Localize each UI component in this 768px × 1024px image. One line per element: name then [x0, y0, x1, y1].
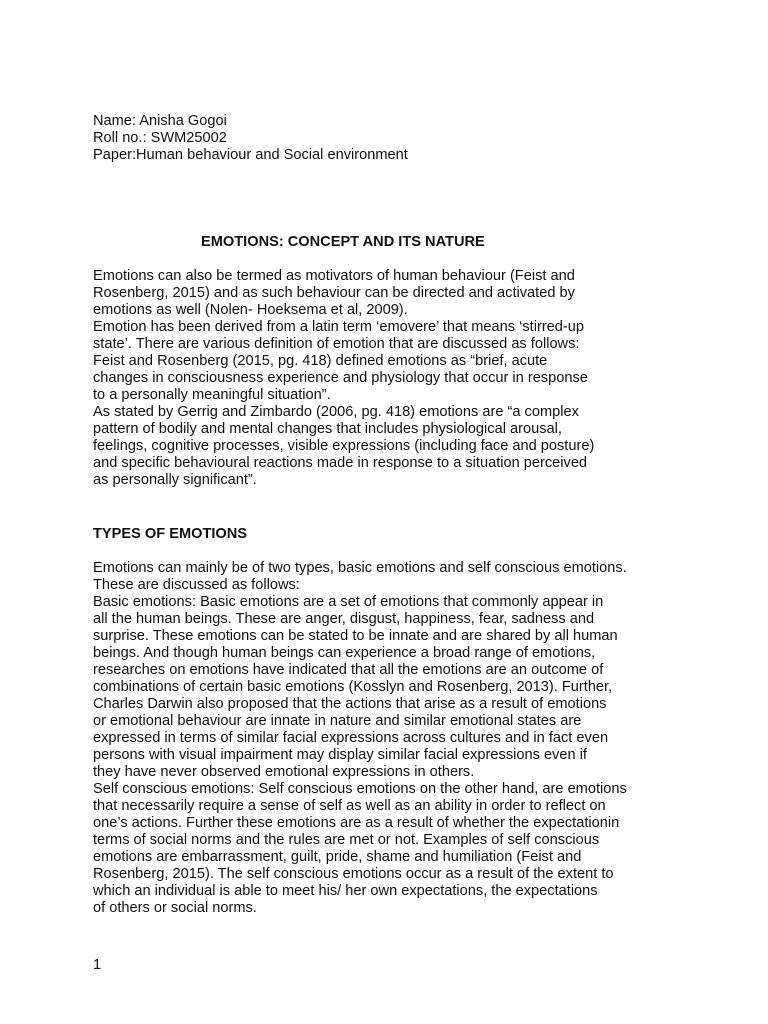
text-line: changes in consciousness experience and physiology that occur in response [93, 370, 588, 386]
text-line: and specific behavioural reactions made in response to a situation perceived [93, 455, 588, 471]
text-line: Emotion has been derived from a latin term ‘emovere’ that means ‘stirred-up [93, 319, 585, 335]
text-line: emotions as well (Nolen- Hoeksema et al, 2009). [93, 302, 408, 318]
text-line: Basic emotions: Basic emotions are a set of emotions that commonly appear in [93, 594, 604, 610]
text-line: combinations of certain basic emotions (Kosslyn and Rosenberg, 2013). Further, [93, 679, 613, 695]
text-line: that necessarily require a sense of self as well as an ability in order to reflect on [93, 798, 606, 814]
text-line: of others or social norms. [93, 900, 257, 916]
paper-title: Paper:Human behaviour and Social environment [93, 147, 408, 163]
text-line: or emotional behaviour are innate in nature and similar emotional states are [93, 713, 582, 729]
intro-paragraph [93, 268, 693, 489]
text-line: Self conscious emotions: Self conscious emotions on the other hand, are emotions [93, 781, 627, 797]
types-heading: TYPES OF EMOTIONS [93, 526, 248, 542]
roll-number: Roll no.: SWM25002 [93, 130, 227, 146]
text-line: one’s actions. Further these emotions are as a result of whether the expectationin [93, 815, 620, 831]
text-line: researches on emotions have indicated that all the emotions are an outcome of [93, 662, 604, 678]
text-line: they have never observed emotional expressions in others. [93, 764, 475, 780]
text-line: surprise. These emotions can be stated to be innate and are shared by all human [93, 628, 618, 644]
student-name: Name: Anisha Gogoi [93, 113, 227, 129]
text-line: to a personally meaningful situation”. [93, 387, 331, 403]
student-info [93, 113, 693, 164]
text-line: These are discussed as follows: [93, 577, 300, 593]
text-line: expressed in terms of similar facial expressions across cultures and in fact even [93, 730, 609, 746]
text-line: beings. And though human beings can experience a broad range of emotions, [93, 645, 596, 661]
text-line: as personally significant”. [93, 472, 257, 488]
page-number: 1 [93, 957, 102, 973]
text-line: which an individual is able to meet his/ her own expectations, the expectations [93, 883, 598, 899]
text-line: Feist and Rosenberg (2015, pg. 418) defined emotions as “brief, acute [93, 353, 548, 369]
text-line: feelings, cognitive processes, visible expressions (including face and posture) [93, 438, 595, 454]
types-paragraph [93, 560, 693, 917]
text-line: Emotions can also be termed as motivators of human behaviour (Feist and [93, 268, 575, 284]
document-title: EMOTIONS: CONCEPT AND ITS NATURE [201, 234, 485, 250]
text-line: Rosenberg, 2015). The self conscious emotions occur as a result of the extent to [93, 866, 614, 882]
text-line: emotions are embarrassment, guilt, pride, shame and humiliation (Feist and [93, 849, 582, 865]
text-line: Charles Darwin also proposed that the actions that arise as a result of emotions [93, 696, 607, 712]
text-line: state’. There are various definition of emotion that are discussed as follows: [93, 336, 580, 352]
text-line: Rosenberg, 2015) and as such behaviour can be directed and activated by [93, 285, 575, 301]
text-line: pattern of bodily and mental changes that includes physiological arousal, [93, 421, 562, 437]
text-line: all the human beings. These are anger, disgust, happiness, fear, sadness and [93, 611, 595, 627]
text-line: Emotions can mainly be of two types, basic emotions and self conscious emotions. [93, 560, 627, 576]
text-line: terms of social norms and the rules are met or not. Examples of self conscious [93, 832, 600, 848]
text-line: persons with visual impairment may display similar facial expressions even if [93, 747, 587, 763]
text-line: As stated by Gerrig and Zimbardo (2006, pg. 418) emotions are “a complex [93, 404, 579, 420]
